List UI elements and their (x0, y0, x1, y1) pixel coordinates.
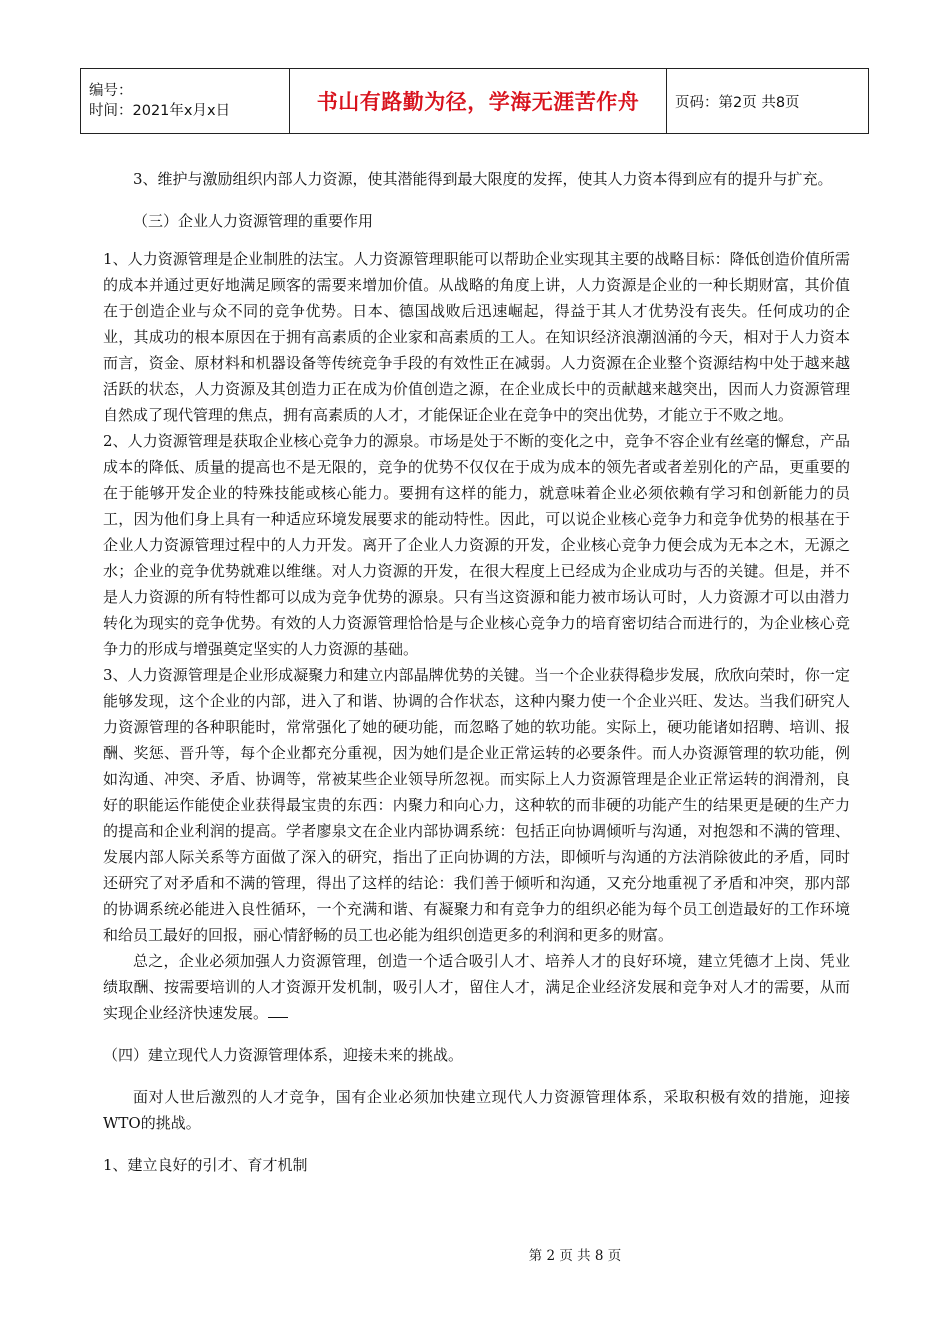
paragraph-7: 1、建立良好的引才、育才机制 (103, 1156, 308, 1174)
paragraph-3: 2、人力资源管理是获取企业核心竞争力的源泉。市场是处于不断的变化之中，竞争不容企业有丝毫的懈怠，产品成本的降低、质量的提高也不是无限的，竞争的优势不仅仅在于成为成本的领先者或者差别化的产品，更重要的在于能够开发企业的特殊技能或核心能力。要拥有这样的能力，就意味着企业必须依赖有学习和创新能力的员工，因为他们身上具有一种适应环境发展要求的能动特性。因此，可以说企业核心竞争力和竞争优势的根基在于企业人力资源管理过程中的人力开发。离开了企业人力资源的开发，企业核心竞争力便会成为无本之木，无源之水；企业的竞争优势就难以维继。对人力资源的开发，在很大程度上已经成为企业成功与否的关键。但是，并不是人力资源的所有特性都可以成为竞争优势的源泉。只有当这资源和能力被市场认可时，人力资源才可以由潜力转化为现实的竞争优势。有效的人力资源管理恰恰是与企业核心竞争力的培育密切结合而进行的，为企业核心竞争力的形成与增强奠定坚实的人力资源的基础。 (103, 432, 850, 658)
section-heading-4: （四）建立现代人力资源管理体系，迎接未来的挑战。 (103, 1046, 464, 1064)
paragraph-1: 3、维护与激励组织内部人力资源，使其潜能得到最大限度的发挥，使其人力资本得到应有的提升与扩充。 (133, 170, 833, 188)
section-heading-3: （三）企业人力资源管理的重要作用 (133, 212, 374, 230)
document-header (80, 68, 869, 134)
page-footer: 第 2 页 共 8 页 (528, 1248, 622, 1264)
paragraph-5 (103, 948, 850, 1026)
underline-mark (268, 1003, 288, 1018)
paragraph-6: 面对人世后激烈的人才竞争，国有企业必须加快建立现代人力资源管理体系，采取积极有效的措施，迎接WTO的挑战。 (103, 1088, 850, 1132)
header-page-info: 页码：第2页 共8页 (667, 69, 869, 134)
document-body (103, 166, 850, 1178)
paragraph-4: 3、人力资源管理是企业形成凝聚力和建立内部晶牌优势的关键。当一个企业获得稳步发展，欣欣向荣时，你一定能够发现，这个企业的内部，进入了和谐、协调的合作状态，这种内聚力使一个企业兴旺、发达。当我们研究人力资源管理的各种职能时，常常强化了她的硬功能，而忽略了她的软功能。实际上，硬功能诸如招聘、培训、报酬、奖惩、晋升等，每个企业都充分重视，因为她们是企业正常运转的必要条件。而人办资源管理的软功能，例如沟通、冲突、矛盾、协调等，常被某些企业领导所忽视。而实际上人力资源管理是企业正常运转的润滑剂，良好的职能运作能使企业获得最宝贵的东西：内聚力和向心力，这种软的而非硬的功能产生的结果更是硬的生产力的提高和企业利润的提高。学者廖泉文在企业内部协调系统：包括正向协调倾听与沟通，对抱怨和不满的管理、发展内部人际关系等方面做了深入的研究，指出了正向协调的方法，即倾听与沟通的方法消除彼此的矛盾，同时还研究了对矛盾和不满的管理，得出了这样的结论：我们善于倾听和沟通，又充分地重视了矛盾和冲突，那内部的协调系统必能进入良性循环，一个充满和谐、有凝聚力和有竞争力的组织必能为每个员工创造最好的工作环境和给员工最好的回报，丽心情舒畅的员工也必能为组织创造更多的利润和更多的财富。 (103, 666, 850, 944)
header-motto: 书山有路勤为径，学海无涯苦作舟 (290, 69, 667, 134)
number-label: 编号： (89, 83, 133, 99)
paragraph-5-text: 总之，企业必须加强人力资源管理，创造一个适合吸引人才、培养人才的良好环境，建立凭德才上岗、凭业绩取酬、按需要培训的人才资源开发机制，吸引人才，留住人才，满足企业经济发展和竞争对人才的需要，从而实现企业经济快速发展。 (103, 952, 850, 1022)
header-meta (81, 69, 290, 134)
paragraph-2: 1、人力资源管理是企业制胜的法宝。人力资源管理职能可以帮助企业实现其主要的战略目标：降低创造价值所需的成本并通过更好地满足顾客的需要来增加价值。从战略的角度上讲，人力资源是企业的一种长期财富，其价值在于创造企业与众不同的竞争优势。日本、德国战败后迅速崛起，得益于其人才优势没有丧失。任何成功的企业，其成功的根本原因在于拥有高素质的企业家和高素质的工人。在知识经济浪潮汹涌的今天，相对于人力资本而言，资金、原材料和机器设备等传统竞争手段的有效性正在减弱。人力资源在企业整个资源结构中处于越来越活跃的状态，人力资源及其创造力正在成为价值创造之源，在企业成长中的贡献越来越突出，因而人力资源管理自然成了现代管理的焦点，拥有高素质的人才，才能保证企业在竞争中的突出优势，才能立于不败之地。 (103, 250, 850, 424)
date-label: 时间：2021年x月x日 (89, 103, 231, 119)
